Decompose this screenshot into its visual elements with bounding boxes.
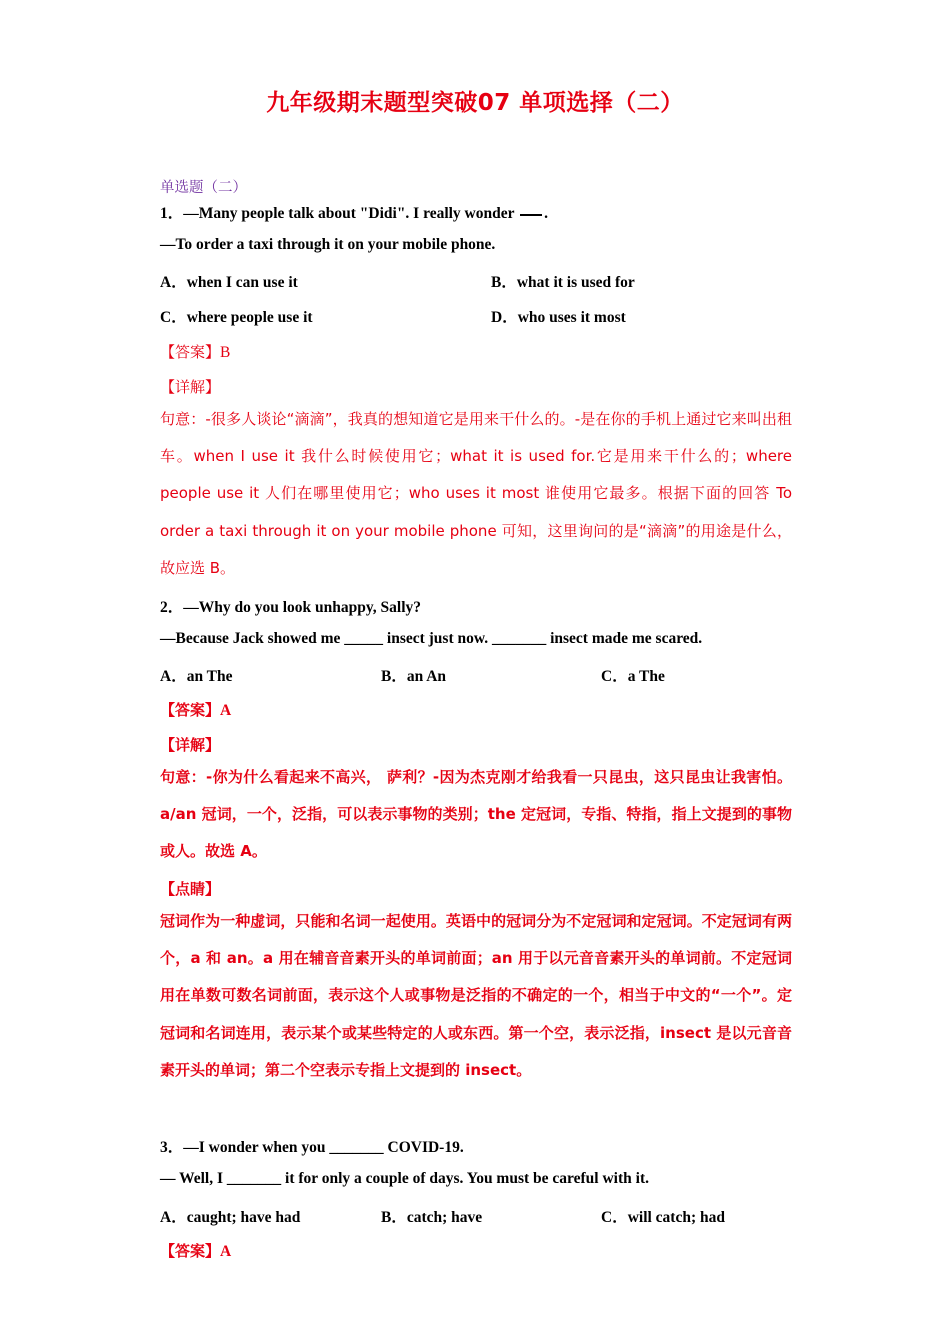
q1-explain-label: 【详解】 <box>160 378 221 396</box>
q3-option-b: B．catch; have <box>381 1209 483 1226</box>
q2-option-a: A．an The <box>160 668 233 685</box>
q1-option-b: B．what it is used for <box>491 274 635 291</box>
q1-blank <box>520 214 542 216</box>
q2-answer-value: A <box>220 702 232 719</box>
q3-answer <box>160 1240 231 1261</box>
q3-answer-value: A <box>220 1243 232 1260</box>
q1-answer <box>160 341 230 362</box>
q2-tip: 冠词作为一种虚词，只能和名词一起使用。英语中的冠词分为不定冠词和定冠词。不定冠词有两个，a 和 an。a 用在辅音音素开头的单词前面；an 用于以元音音素开头的单词前。不定冠词用在单数可数名词前面，表示这个人或事物是泛指的不确定的一个，相当于中文的“一个”。定冠词和名词连用，表示某个或某些特定的人或东西。第一个空，表示泛指，insect 是以元音音素开头的单词；第二个空表示专指上文提到的 insect。 <box>160 912 792 1079</box>
q1-answer-value: B <box>220 344 231 361</box>
q3-option-c: C．will catch; had <box>601 1209 726 1226</box>
q1-answer-label: 【答案】 <box>160 343 221 361</box>
q2-stem: 2．—Why do you look unhappy, Sally? <box>160 599 422 616</box>
q3-answer-label: 【答案】 <box>160 1242 221 1260</box>
q2-answer-label: 【答案】 <box>160 701 221 719</box>
q2-explanation: 句意：-你为什么看起来不高兴， 萨利？-因为杰克刚才给我看一只昆虫，这只昆虫让我害怕。a/an 冠词，一个，泛指，可以表示事物的类别；the 定冠词，专指、特指，指上文提到的事物或人。故选 A。 <box>160 768 792 861</box>
q2-answer <box>160 699 231 720</box>
q1-stem-text: 1．—Many people talk about "Didi". I really wonder <box>160 205 515 222</box>
q1-stem-end: . <box>544 205 548 222</box>
section-label: 单选题（二） <box>160 180 247 196</box>
q2-line2: —Because Jack showed me _____ insect just now. _______ insect made me scared. <box>160 630 703 647</box>
q2-tip-label: 【点睛】 <box>160 880 221 898</box>
q1-stem <box>160 201 548 223</box>
q3-stem: 3．—I wonder when you _______ COVID-19. <box>160 1139 464 1156</box>
q1-explanation: 句意：-很多人谈论“滴滴”，我真的想知道它是用来干什么的。-是在你的手机上通过它来叫出租车。when I use it 我什么时候使用它；what it is used for.它是用来干什么的；where people use it 人们在哪里使用它；who uses it most 谁使用它最多。根据下面的回答 To order a taxi through it on your mobile phone 可知，这里询问的是“滴滴”的用途是什么，故应选 B。 <box>160 410 792 577</box>
q1-option-c: C．where people use it <box>160 309 313 326</box>
document-title: 九年级期末题型突破07 单项选择（二） <box>266 90 684 116</box>
q1-option-a: A．when I can use it <box>160 274 298 291</box>
q2-option-c: C．a The <box>601 668 665 685</box>
q3-option-a: A．caught; have had <box>160 1209 301 1226</box>
q2-explain-label: 【详解】 <box>160 736 221 754</box>
q1-line2: —To order a taxi through it on your mobile phone. <box>160 236 496 253</box>
q1-option-d: D．who uses it most <box>491 309 626 326</box>
q2-option-b: B．an An <box>381 668 447 685</box>
q3-line2: — Well, I _______ it for only a couple of days. You must be careful with it. <box>160 1170 649 1187</box>
